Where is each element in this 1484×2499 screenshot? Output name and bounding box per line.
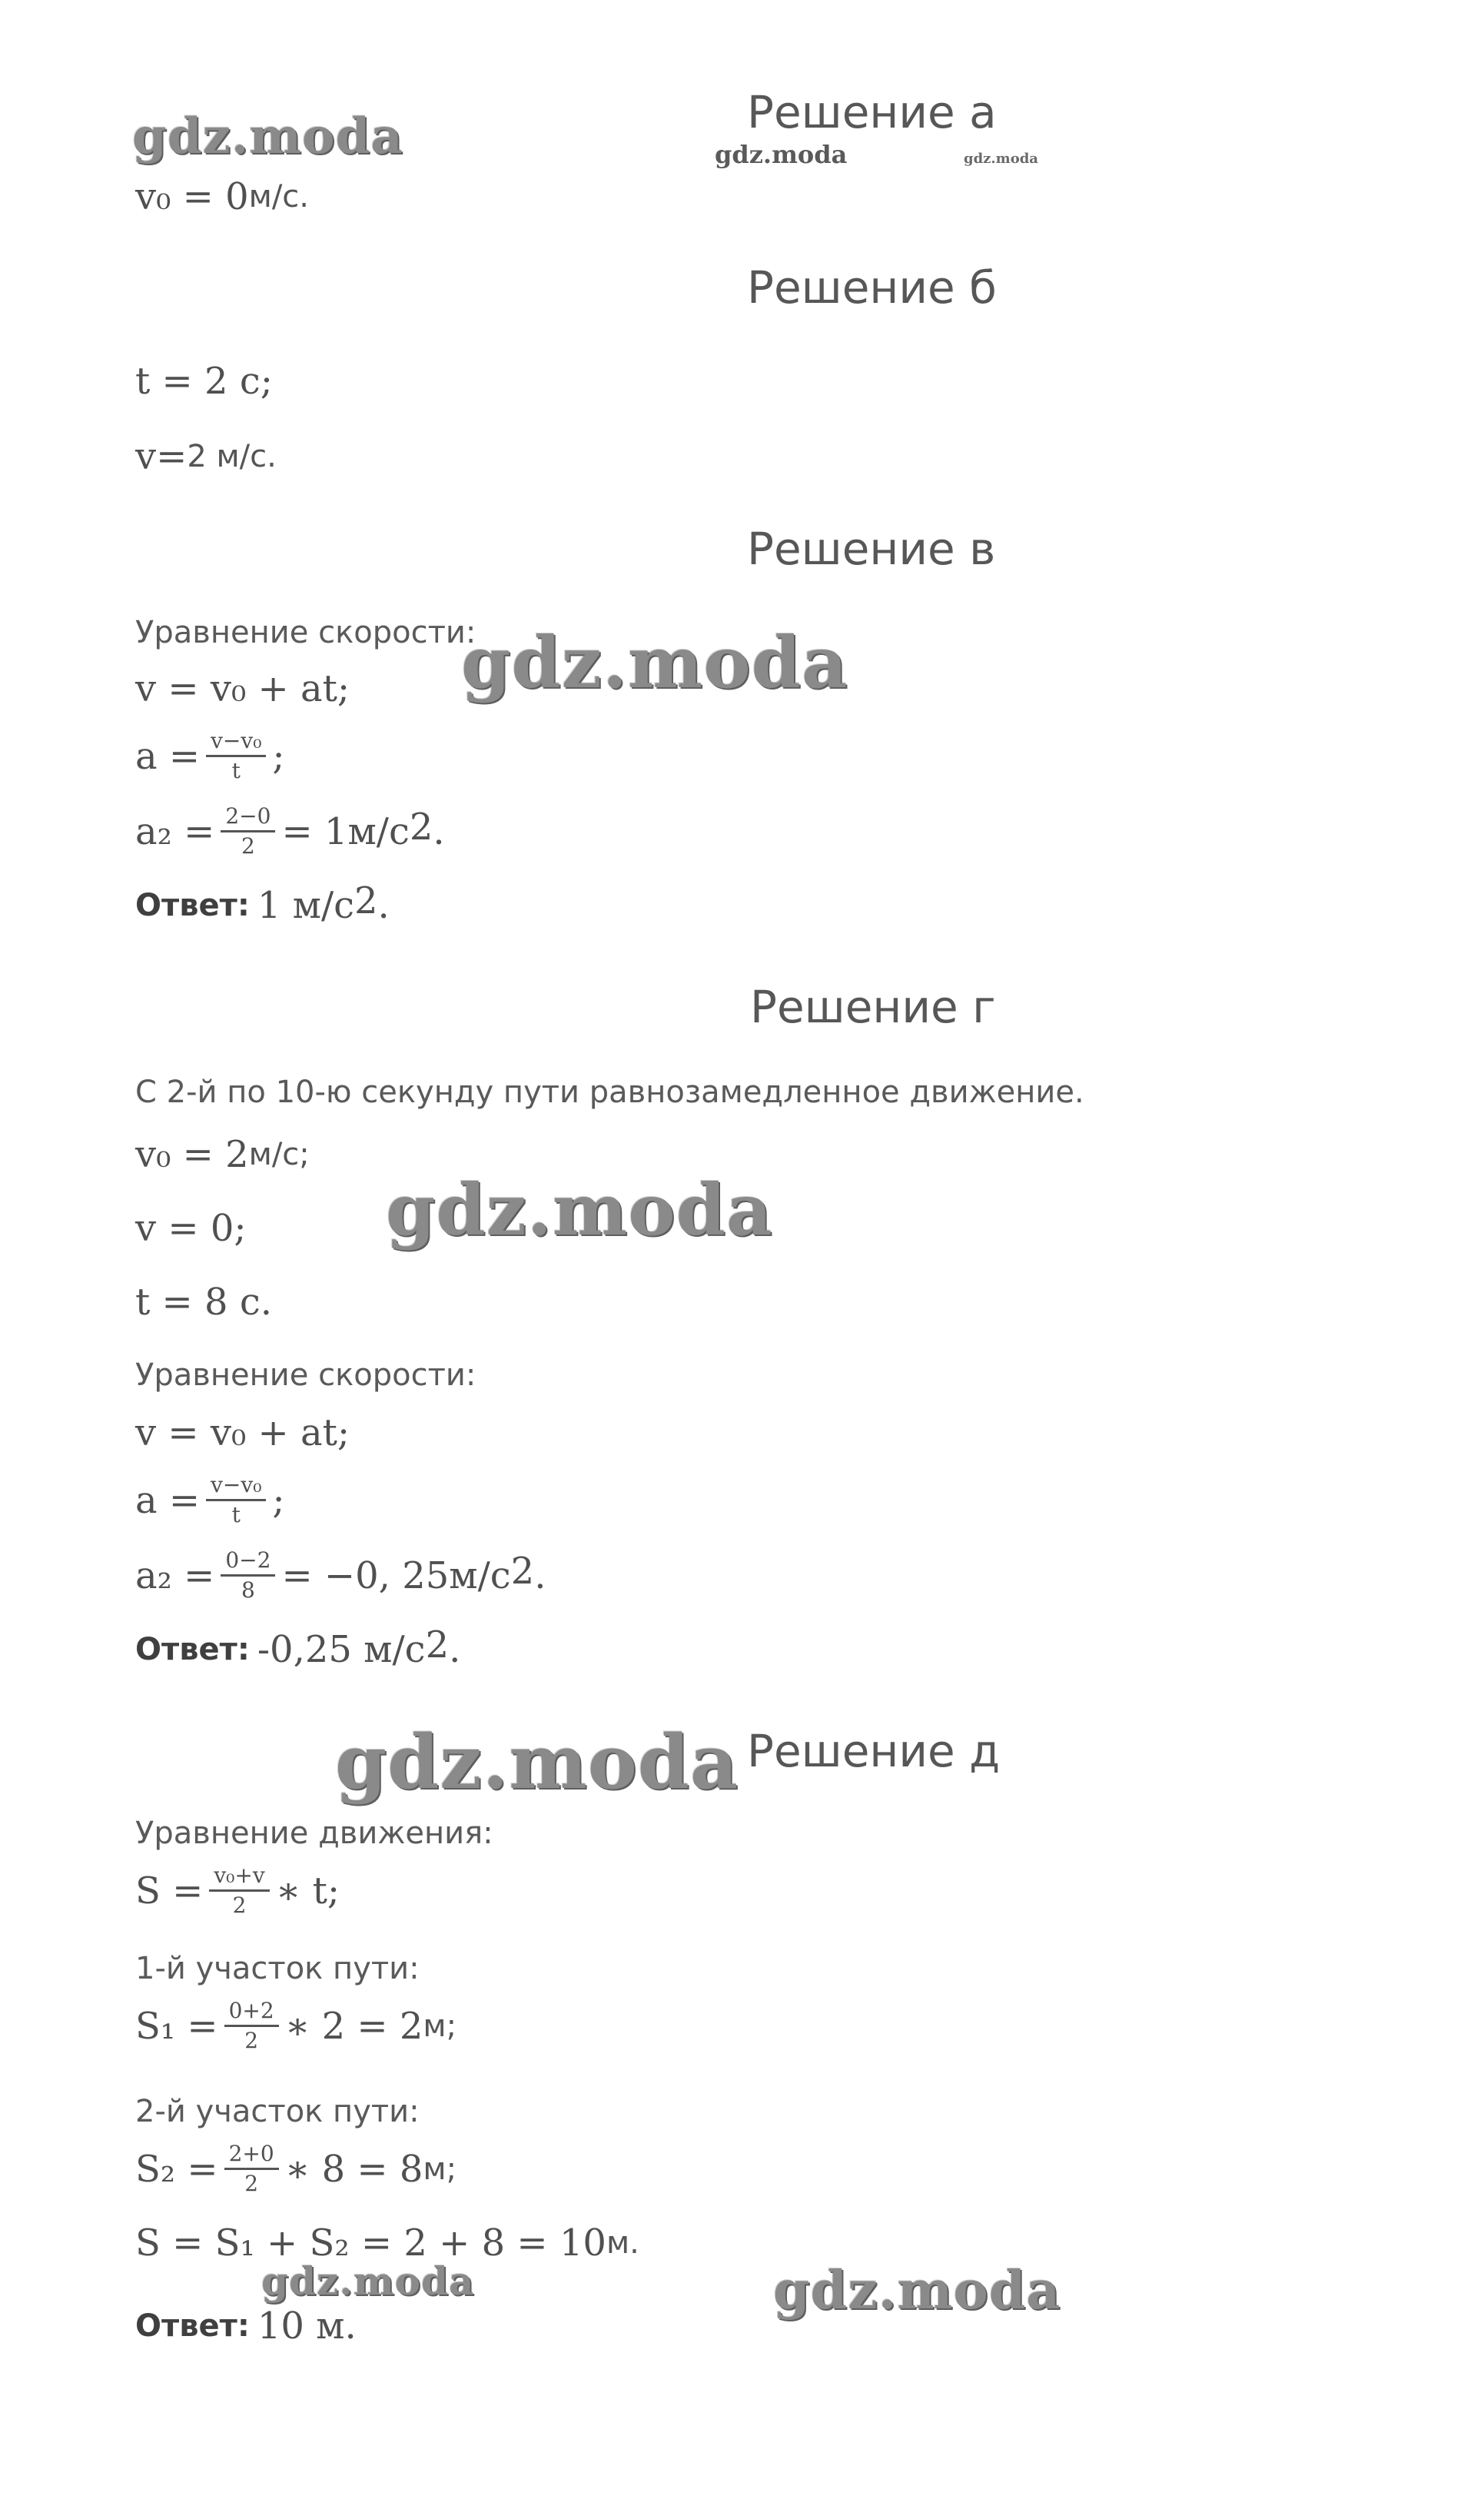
numerator: 2−0 xyxy=(221,804,275,832)
section-d-eq-1 xyxy=(135,1863,340,1918)
exponent: 2 xyxy=(510,1549,535,1593)
section-d-eq-2 xyxy=(135,1999,456,2053)
answer-end: . xyxy=(377,884,390,927)
watermark-logo: gdz.moda xyxy=(261,2258,475,2304)
formula-lhs: a₂ = xyxy=(135,809,215,853)
formula: v = 0; xyxy=(135,1207,247,1250)
formula: S = S₁ + S₂ = 2 + 8 = 10 xyxy=(135,2222,606,2265)
section-v-eq-1 xyxy=(135,667,350,710)
fraction xyxy=(206,729,266,783)
answer-label: Ответ: xyxy=(135,1632,250,1667)
answer-label: Ответ: xyxy=(135,2308,250,2344)
exponent: 2 xyxy=(354,879,378,922)
section-d-title: Решение д xyxy=(747,1725,1001,1777)
watermark-logo: gdz.moda xyxy=(132,108,403,165)
section-g-line-3 xyxy=(135,1281,272,1324)
numerator: v−v₀ xyxy=(206,729,266,757)
watermark-logo: gdz.moda xyxy=(335,1719,739,1806)
watermark-logo: gdz.moda xyxy=(964,151,1038,167)
formula: v = v₀ + at; xyxy=(135,1411,350,1454)
fraction xyxy=(224,1999,279,2053)
numerator: 2+0 xyxy=(224,2142,279,2170)
section-g-line-1 xyxy=(135,1133,310,1176)
numerator: 0−2 xyxy=(221,1548,275,1577)
section-v-title: Решение в xyxy=(747,523,996,575)
watermark-logo: gdz.moda xyxy=(715,140,848,169)
denominator: t xyxy=(231,758,241,784)
numerator: v−v₀ xyxy=(206,1473,266,1501)
section-v-label-speed: Уравнение скорости: xyxy=(135,615,476,650)
section-d-label-motion: Уравнение движения: xyxy=(135,1816,493,1851)
section-b-line-1 xyxy=(135,360,273,403)
denominator: 2 xyxy=(241,833,255,859)
watermark-logo: gdz.moda xyxy=(461,621,848,704)
unit: м/с; xyxy=(248,1137,310,1172)
formula-result: = −0, 25м/с xyxy=(281,1554,511,1597)
denominator: t xyxy=(231,1502,241,1528)
formula-end: ∗ t; xyxy=(275,1869,340,1912)
fraction xyxy=(221,804,275,859)
formula-end: . xyxy=(534,1554,546,1597)
watermark-logo: gdz.moda xyxy=(773,2260,1061,2321)
section-b-title: Решение б xyxy=(747,261,997,314)
formula-lhs: S = xyxy=(135,1869,204,1912)
section-d-answer xyxy=(135,2305,357,2348)
section-g-label-speed: Уравнение скорости: xyxy=(135,1358,476,1393)
fraction xyxy=(221,1548,275,1603)
section-g-answer xyxy=(135,1623,461,1671)
formula: v₀ = 0 xyxy=(135,175,249,218)
formula-end: ; xyxy=(272,1478,285,1522)
answer-end: . xyxy=(449,1628,461,1671)
section-g-eq-2 xyxy=(135,1473,285,1527)
section-d-label-part-1: 1-й участок пути: xyxy=(135,1951,420,1986)
section-v-eq-2 xyxy=(135,729,285,783)
denominator: 2 xyxy=(232,1893,247,1919)
answer-label: Ответ: xyxy=(135,888,250,923)
fraction xyxy=(224,2142,279,2196)
numerator: 0+2 xyxy=(224,1999,279,2027)
numerator: v₀+v xyxy=(209,1863,269,1892)
formula-lhs: a₂ = xyxy=(135,1554,215,1597)
formula-end: ; xyxy=(272,734,285,778)
unit: м. xyxy=(606,2225,639,2261)
denominator: 2 xyxy=(244,2171,259,2197)
fraction xyxy=(206,1473,266,1527)
formula-lhs: S₂ = xyxy=(135,2147,218,2191)
formula-lhs: S₁ = xyxy=(135,2004,218,2048)
exponent: 2 xyxy=(409,805,433,849)
section-g-eq-3 xyxy=(135,1548,546,1603)
answer-value: -0,25 м/с xyxy=(257,1628,426,1671)
formula-lhs: a = xyxy=(135,734,201,778)
fraction xyxy=(209,1863,269,1918)
answer-value: 10 м. xyxy=(257,2305,357,2348)
formula-result: ∗ 8 = 8 xyxy=(284,2147,423,2191)
formula: t = 8 c. xyxy=(135,1281,272,1324)
denominator: 8 xyxy=(241,1577,255,1603)
section-g-line-2 xyxy=(135,1207,247,1250)
formula: t = 2 c; xyxy=(135,360,273,403)
formula-lhs: a = xyxy=(135,1478,201,1522)
answer-value: 1 м/с xyxy=(257,884,354,927)
formula: v₀ = 2 xyxy=(135,1133,249,1176)
unit: 2 м/с. xyxy=(187,439,277,474)
formula: v = v₀ + at; xyxy=(135,667,350,710)
denominator: 2 xyxy=(244,2028,259,2054)
formula-result: = 1м/с xyxy=(281,809,410,853)
formula: v= xyxy=(135,435,188,478)
unit: м; xyxy=(423,2008,457,2044)
unit: м/с. xyxy=(248,179,309,214)
section-d-eq-3 xyxy=(135,2142,456,2196)
section-a-line-1 xyxy=(135,175,309,218)
section-a-title: Решение а xyxy=(747,86,997,138)
section-g-title: Решение г xyxy=(750,981,996,1033)
watermark-logo: gdz.moda xyxy=(386,1168,773,1251)
section-g-eq-1 xyxy=(135,1411,350,1454)
section-v-eq-3 xyxy=(135,804,445,859)
section-b-line-2 xyxy=(135,435,277,478)
section-v-answer xyxy=(135,879,390,927)
unit: м; xyxy=(423,2151,457,2187)
section-d-label-part-2: 2-й участок пути: xyxy=(135,2094,420,2129)
formula-result: ∗ 2 = 2 xyxy=(284,2004,423,2048)
formula-end: . xyxy=(433,809,445,853)
section-g-intro: С 2-й по 10-ю секунду пути равнозамедленное движение. xyxy=(135,1075,1084,1110)
exponent: 2 xyxy=(425,1623,450,1667)
